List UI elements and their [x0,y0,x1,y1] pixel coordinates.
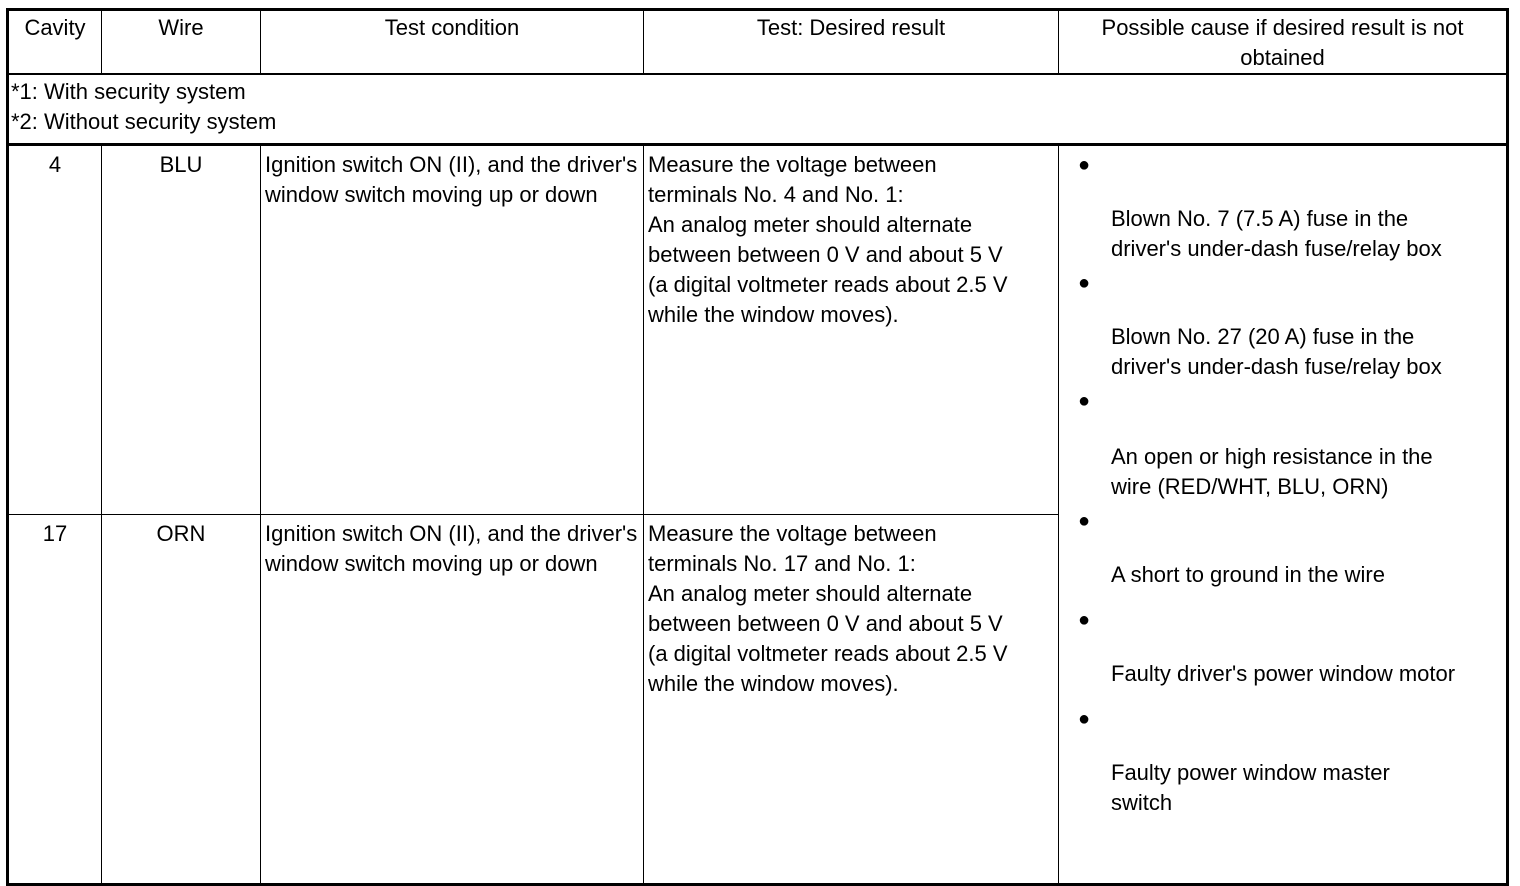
notes-row [8,74,1508,145]
cause-line: Faulty driver's power window motor [1111,661,1456,686]
cause-item [1059,704,1506,818]
header-possible-cause: Possible cause if desired result is not obtained [1059,10,1508,75]
cause-line: Faulty power window master [1111,760,1390,785]
desired-result-cell [644,145,1059,515]
note-no-security: *2: Without security system [11,109,277,134]
cause-line: switch [1111,790,1173,815]
result-line: between between 0 V and about 5 V [648,611,1003,636]
result-line: Measure the voltage between [648,152,937,177]
cause-line: Blown No. 27 (20 A) fuse in the [1111,324,1415,349]
cause-line: An open or high resistance in the [1111,444,1433,469]
result-line: terminals No. 4 and No. 1: [648,182,904,207]
result-line: (a digital voltmeter reads about 2.5 V [648,272,1008,297]
header-desired-result: Test: Desired result [644,10,1059,75]
result-line: while the window moves). [648,671,899,696]
cause-item [1059,150,1506,264]
result-line: between between 0 V and about 5 V [648,242,1003,267]
desired-result-cell [644,515,1059,885]
wire-cell: ORN [102,515,261,885]
bullet-icon: ● [1078,708,1091,730]
bullet-icon: ● [1078,510,1091,532]
cause-line: A short to ground in the wire [1111,562,1385,587]
cause-line: driver's under-dash fuse/relay box [1111,236,1442,261]
cause-item [1059,506,1506,590]
test-condition-cell: Ignition switch ON (II), and the driver's window switch moving up or down [261,515,644,885]
cause-line: wire (RED/WHT, BLU, ORN) [1111,474,1389,499]
bullet-icon: ● [1078,390,1091,412]
bullet-icon: ● [1078,609,1091,631]
result-line: terminals No. 17 and No. 1: [648,551,916,576]
test-condition-cell: Ignition switch ON (II), and the driver's window switch moving up or down [261,145,644,515]
notes-cell [8,74,1508,145]
result-line: An analog meter should alternate [648,581,973,606]
header-test-condition: Test condition [261,10,644,75]
result-line: (a digital voltmeter reads about 2.5 V [648,641,1008,666]
cause-item [1059,386,1506,502]
header-row [8,10,1508,75]
cause-line: driver's under-dash fuse/relay box [1111,354,1442,379]
note-security: *1: With security system [11,79,246,104]
cause-line: Blown No. 7 (7.5 A) fuse in the [1111,206,1409,231]
cause-item [1059,268,1506,382]
bullet-icon: ● [1078,272,1091,294]
wire-cell: BLU [102,145,261,515]
header-wire: Wire [102,10,261,75]
result-line: Measure the voltage between [648,521,937,546]
cavity-cell: 17 [8,515,102,885]
result-line: An analog meter should alternate [648,212,973,237]
result-line: while the window moves). [648,302,899,327]
possible-causes-cell [1059,145,1508,885]
bullet-icon: ● [1078,154,1091,176]
cause-item [1059,605,1506,689]
cavity-cell: 4 [8,145,102,515]
header-cavity: Cavity [8,10,102,75]
table-row [8,145,1508,515]
connector-test-table [6,8,1509,886]
